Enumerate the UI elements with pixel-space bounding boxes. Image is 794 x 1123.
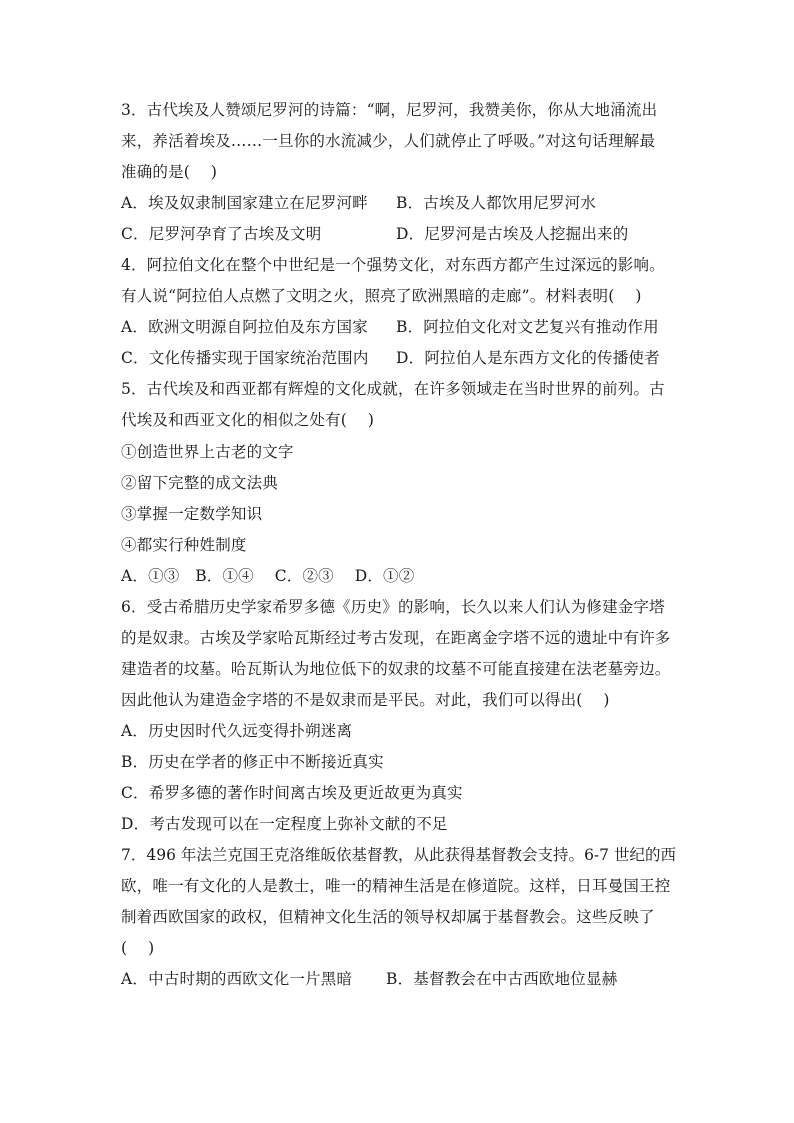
q5-item-1: ①创造世界上古老的文字 (121, 443, 294, 461)
q6-option-b: B．历史在学者的修正中不断接近真实 (121, 753, 384, 771)
q6-option-c: C．希罗多德的著作时间离古埃及更近故更为真实 (121, 784, 463, 802)
q3-option-c: C．尼罗河孕育了古埃及文明 (121, 225, 322, 243)
q7-stem-line-3: 制着西欧国家的政权，但精神文化生活的领导权却属于基督教会。这些反映了 (121, 908, 655, 926)
q4-option-b: B．阿拉伯文化对文艺复兴有推动作用 (396, 318, 659, 336)
q7-stem-line-1: 7．496 年法兰克国王克洛维皈依基督教，从此获得基督教会支持。6-7 世纪的西 (121, 846, 676, 864)
q3-option-d: D．尼罗河是古埃及人挖掘出来的 (396, 225, 629, 243)
q4-stem-line-2: 有人说“阿拉伯人点燃了文明之火，照亮了欧洲黑暗的走廊”。材料表明( ) (121, 287, 642, 305)
q4-option-c: C．文化传播实现于国家统治范围内 (121, 349, 369, 367)
q4-option-d: D．阿拉伯人是东西方文化的传播使者 (396, 349, 660, 367)
q3-option-b: B．古埃及人都饮用尼罗河水 (396, 194, 596, 212)
q5-stem-line-1: 5．古代埃及和西亚都有辉煌的文化成就，在许多领域走在当时世界的前列。古 (121, 380, 665, 398)
q3-stem-line-3: 准确的是( ) (121, 163, 218, 181)
q5-stem-line-2: 代埃及和西亚文化的相似之处有( ) (121, 411, 375, 429)
q4-option-a: A．欧洲文明源自阿拉伯及东方国家 (121, 318, 368, 336)
q5-item-3: ③掌握一定数学知识 (121, 505, 263, 523)
q3-stem-line-2: 来，养活着埃及……一旦你的水流减少，人们就停止了呼吸。”对这句话理解最 (121, 132, 656, 150)
q3-option-a: A．埃及奴隶制国家建立在尼罗河畔 (121, 194, 368, 212)
q7-stem-line-4: ( ) (121, 939, 155, 957)
q4-stem-line-1: 4．阿拉伯文化在整个中世纪是一个强势文化，对东西方都产生过深远的影响。 (121, 256, 665, 274)
q6-stem-line-3: 建造者的坟墓。哈瓦斯认为地位低下的奴隶的坟墓不可能直接建在法老墓旁边。 (121, 660, 671, 678)
q6-stem-line-1: 6．受古希腊历史学家希罗多德《历史》的影响，长久以来人们认为修建金字塔 (121, 598, 665, 616)
q6-stem-line-4: 因此他认为建造金字塔的不是奴隶而是平民。对此，我们可以得出( ) (121, 691, 610, 709)
q7-option-a: A．中古时期的西欧文化一片黑暗 (121, 970, 353, 988)
q3-stem-line-1: 3．古代埃及人赞颂尼罗河的诗篇：“啊，尼罗河，我赞美你，你从大地涌流出 (121, 101, 658, 119)
q7-stem-line-2: 欧，唯一有文化的人是教士，唯一的精神生活是在修道院。这样，日耳曼国王控 (121, 877, 671, 895)
q6-option-a: A．历史因时代久远变得扑朔迷离 (121, 722, 353, 740)
q6-option-d: D．考古发现可以在一定程度上弥补文献的不足 (121, 815, 448, 833)
q7-option-b: B．基督教会在中古西欧地位显赫 (386, 970, 618, 988)
q5-item-2: ②留下完整的成文法典 (121, 474, 279, 492)
q5-options: A．①③ B．①④ C．②③ D．①② (121, 567, 415, 585)
q6-stem-line-2: 的是奴隶。古埃及学家哈瓦斯经过考古发现，在距离金字塔不远的遗址中有许多 (121, 629, 671, 647)
q5-item-4: ④都实行种姓制度 (121, 536, 247, 554)
